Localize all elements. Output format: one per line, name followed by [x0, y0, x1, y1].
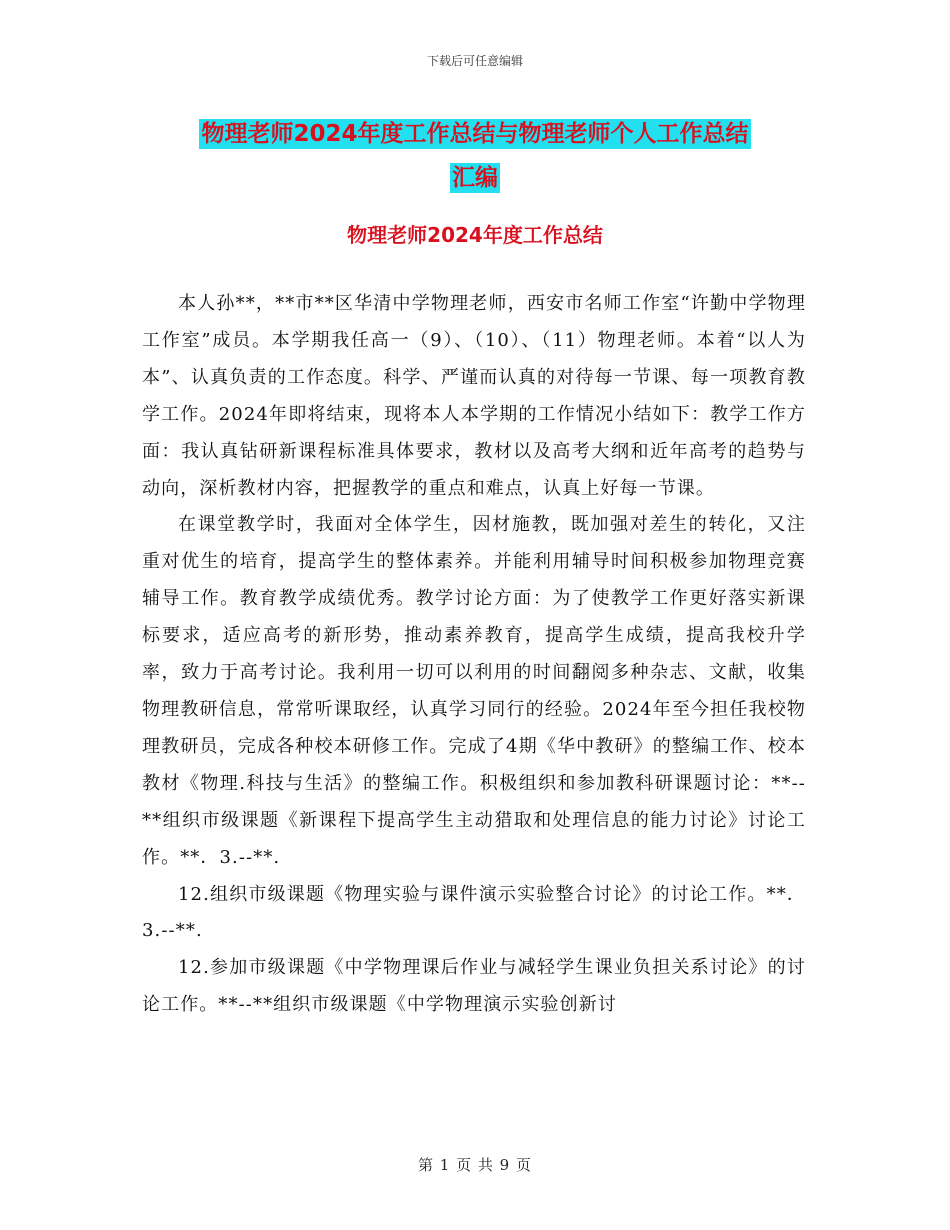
page-header-note: 下载后可任意编辑: [426, 54, 523, 68]
document-title-line2: 汇编: [452, 165, 498, 191]
document-body: [142, 286, 806, 1024]
paragraph-2: 在课堂教学时，我面对全体学生，因材施教，既加强对差生的转化，又注重对优生的培育，提高学生的整体素养。并能利用辅导时间积极参加物理竞赛辅导工作。教育教学成绩优秀。教学讨论方面：为了使教学工作更好落实新课标要求，适应高考的新形势，推动素养教育，提高学生成绩，提高我校升学率，致力于高考讨论。我利用一切可以利用的时间翻阅多种杂志、文献，收集物理教研信息，常常听课取经，认真学习同行的经验。2024年至今担任我校物理教研员，完成各种校本研修工作。完成了4期《华中教研》的整编工作、校本教材《物理.科技与生活》的整编工作。积极组织和参加教科研课题讨论：**--**组织市级课题《新课程下提高学生主动猎取和处理信息的能力讨论》讨论工作。**．3.--**.: [142, 514, 806, 868]
paragraph-3: 12.组织市级课题《物理实验与课件演示实验整合讨论》的讨论工作。**．3.--**.: [142, 883, 806, 942]
paragraph-1: 本人孙**，**市**区华清中学物理老师，西安市名师工作室“许勤中学物理工作室”成员。本学期我任高一（9）、（10）、（11）物理老师。本着“以人为本”、认真负责的工作态度。科学、严谨而认真的对待每一节课、每一项教育教学工作。2024年即将结束，现将本人本学期的工作情况小结如下：教学工作方面：我认真钻研新课程标准具体要求，教材以及高考大纲和近年高考的趋势与动向，深析教材内容，把握教学的重点和难点，认真上好每一节课。: [142, 293, 806, 499]
page-number: 第 1 页 共 9 页: [418, 1156, 532, 1174]
section-title: 物理老师2024年度工作总结: [347, 223, 603, 247]
paragraph-4: 12.参加市级课题《中学物理课后作业与减轻学生课业负担关系讨论》的讨论工作。**--**组织市级课题《中学物理演示实验创新讨: [142, 957, 806, 1016]
document-title: [0, 112, 950, 200]
document-title-line1: 物理老师2024年度工作总结与物理老师个人工作总结: [201, 121, 749, 147]
